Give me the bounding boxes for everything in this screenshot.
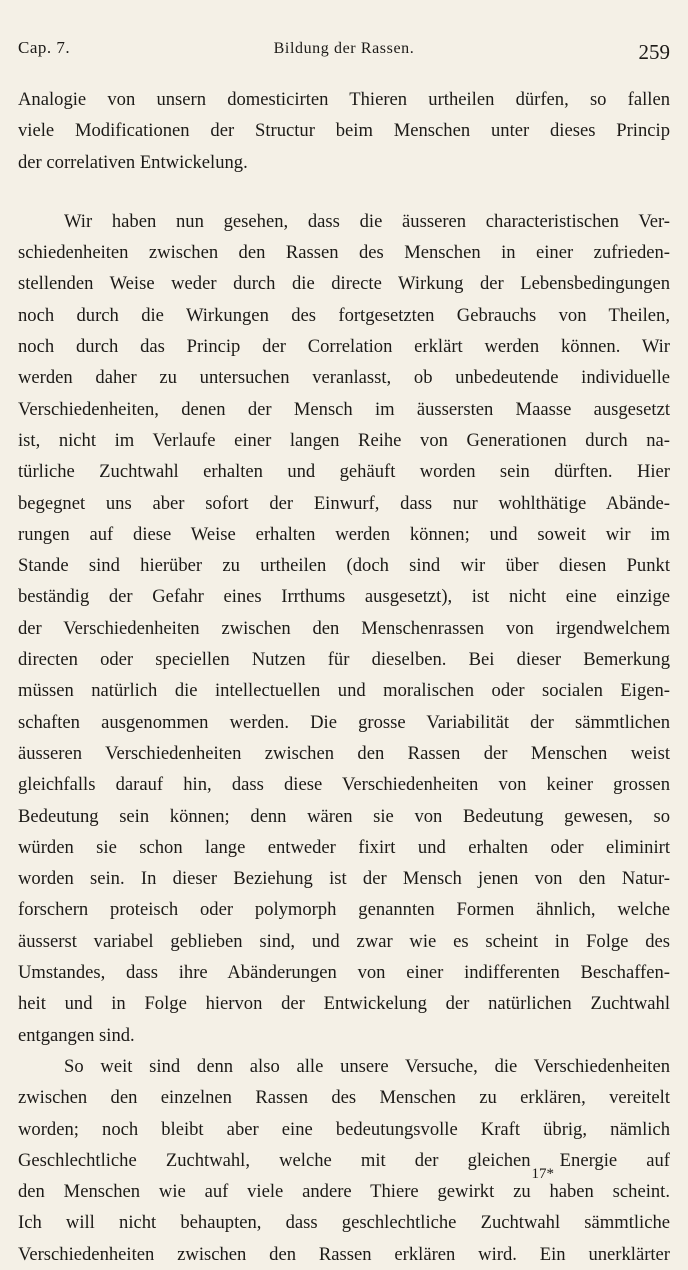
- text-line: Wir haben nun gesehen, dass die äusseren characteristischen Ver-: [64, 210, 670, 232]
- text-line: Geschlechtliche Zuchtwahl, welche mit der gleichen Energie auf: [18, 1149, 670, 1171]
- text-line: türliche Zuchtwahl erhalten und gehäuft worden sein dürften. Hier: [18, 461, 670, 483]
- text-line: werden daher zu untersuchen veranlasst, ob unbedeutende individuelle: [18, 367, 670, 389]
- chapter-label: Cap. 7.: [18, 38, 71, 57]
- text-line: ist, nicht im Verlaufe einer langen Reihe von Generationen durch na-: [18, 429, 670, 451]
- text-line: So weit sind denn also alle unsere Versuche, die Verschiedenheiten: [64, 1055, 670, 1077]
- text-line: heit und in Folge hiervon der Entwickelung der natürlichen Zuchtwahl: [18, 993, 670, 1015]
- running-header: [18, 38, 670, 68]
- text-line: worden; noch bleibt aber eine bedeutungsvolle Kraft übrig, nämlich: [18, 1118, 670, 1140]
- paragraph: [18, 84, 670, 178]
- page-number: 259: [638, 40, 670, 64]
- text-line: schiedenheiten zwischen den Rassen des Menschen in einer zufrieden-: [18, 242, 670, 264]
- text-line: schaften ausgenommen werden. Die grosse Variabilität der sämmtlichen: [18, 711, 670, 733]
- text-line: stellenden Weise weder durch die directe Wirkung der Lebensbedingungen: [18, 273, 670, 295]
- text-line: gleichfalls darauf hin, dass diese Verschiedenheiten von keiner grossen: [18, 774, 670, 796]
- text-line: Bedeutung sein können; denn wären sie von Bedeutung gewesen, so: [18, 805, 670, 827]
- text-line: beständig der Gefahr eines Irrthums ausgesetzt), ist nicht eine einzige: [18, 586, 670, 608]
- text-line: begegnet uns aber sofort der Einwurf, dass nur wohlthätige Abände-: [18, 492, 670, 514]
- book-page: [18, 0, 670, 1265]
- text-line: äusserst variabel geblieben sind, und zwar wie es scheint in Folge des: [18, 930, 670, 952]
- text-line: entgangen sind.: [18, 1024, 135, 1046]
- text-line: Analogie von unsern domesticirten Thieren urtheilen dürfen, so fallen: [18, 89, 670, 110]
- paragraph: [18, 206, 670, 1051]
- text-line: viele Modificationen der Structur beim Menschen unter dieses Princip: [18, 120, 670, 142]
- text-line: rungen auf diese Weise erhalten werden können; und soweit wir im: [18, 523, 670, 545]
- paragraph-gap: [18, 178, 670, 206]
- body-text: [18, 84, 670, 1270]
- text-line: worden sein. In dieser Beziehung ist der Mensch jenen von den Natur-: [18, 868, 670, 890]
- text-line: müssen natürlich die intellectuellen und moralischen oder socialen Eigen-: [18, 680, 670, 702]
- text-line: Stande sind hierüber zu urtheilen (doch sind wir über diesen Punkt: [18, 555, 670, 577]
- text-line: zwischen den einzelnen Rassen des Menschen zu erklären, vereitelt: [18, 1087, 670, 1109]
- text-line: Verschiedenheiten zwischen den Rassen erklären wird. Ein unerklärter: [18, 1243, 670, 1265]
- text-line: der Verschiedenheiten zwischen den Menschenrassen von irgendwelchem: [18, 617, 670, 639]
- text-line: noch durch die Wirkungen des fortgesetzten Gebrauchs von Theilen,: [18, 304, 670, 326]
- text-line: Ich will nicht behaupten, dass geschlechtliche Zuchtwahl sämmtliche: [18, 1212, 670, 1234]
- paragraph: [18, 1051, 670, 1270]
- signature-mark: 17*: [531, 1166, 554, 1182]
- text-line: den Menschen wie auf viele andere Thiere gewirkt zu haben scheint.: [18, 1181, 670, 1203]
- text-line: Umstandes, dass ihre Abänderungen von einer indifferenten Beschaffen-: [18, 962, 670, 984]
- text-line: Verschiedenheiten, denen der Mensch im äussersten Maasse ausgesetzt: [18, 398, 670, 420]
- running-title: Bildung der Rassen.: [273, 40, 415, 57]
- text-line: directen oder speciellen Nutzen für dieselben. Bei dieser Bemerkung: [18, 649, 670, 671]
- text-line: noch durch das Princip der Correlation erklärt werden können. Wir: [18, 336, 670, 358]
- text-line: würden sie schon lange entweder fixirt und erhalten oder eliminirt: [18, 836, 670, 858]
- text-line: forschern proteisch oder polymorph genannten Formen ähnlich, welche: [18, 899, 670, 921]
- text-line: der correlativen Entwickelung.: [18, 151, 248, 173]
- text-line: äusseren Verschiedenheiten zwischen den Rassen der Menschen weist: [18, 742, 670, 764]
